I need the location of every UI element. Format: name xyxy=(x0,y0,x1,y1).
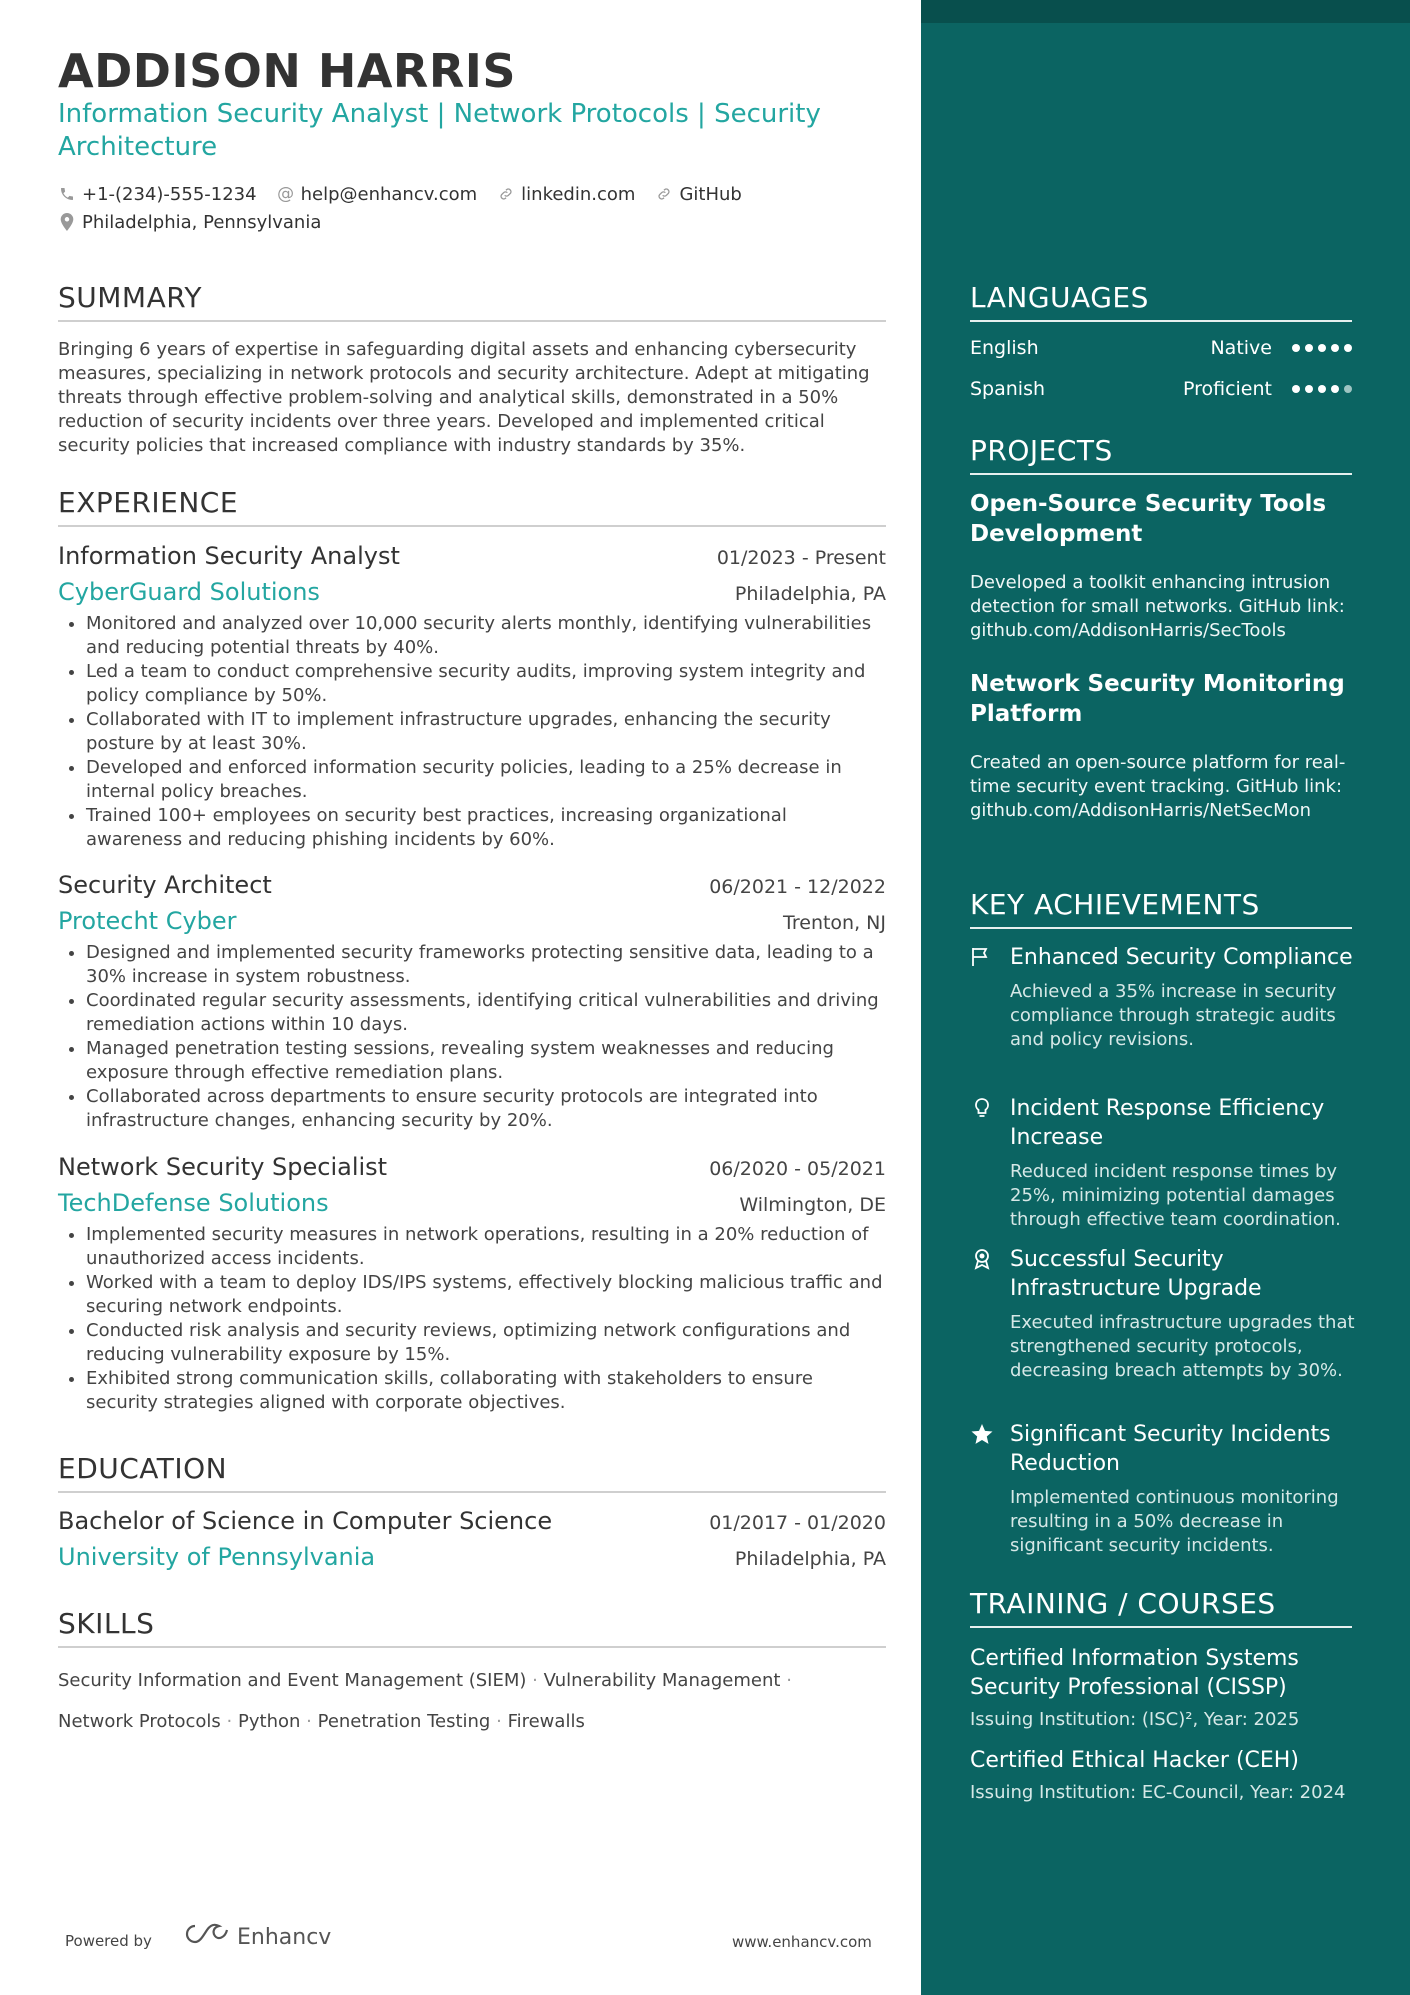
contact-phone[interactable] xyxy=(58,184,257,205)
at-icon: @ xyxy=(277,184,295,204)
project-description: Created an open-source platform for real-time security event tracking. GitHub link: github.com/AddisonHarris/NetSecMon xyxy=(970,752,1346,821)
proficiency-dot xyxy=(1318,344,1326,352)
achievement-entry xyxy=(970,1094,1360,1232)
bullet: • Worked with a team to deploy IDS/IPS systems, effectively blocking malicious traffic and securing network endpoints. xyxy=(86,1271,886,1319)
proficiency-dot xyxy=(1318,385,1326,393)
achievement-title: Enhanced Security Compliance xyxy=(1010,945,1353,970)
course-entry xyxy=(970,1644,1360,1732)
email-text: help@enhancv.com xyxy=(300,183,478,205)
contact-linkedin[interactable] xyxy=(497,184,635,205)
enhancv-logo[interactable] xyxy=(183,1922,331,1952)
sidebar xyxy=(921,0,1410,1995)
footer-url[interactable]: www.enhancv.com xyxy=(732,1933,872,1951)
proficiency-dot xyxy=(1344,385,1352,393)
powered-by-label: Powered by xyxy=(65,1932,152,1950)
language-level: Proficient xyxy=(1182,378,1272,400)
job-bullets xyxy=(58,612,886,852)
job-title: Security Architect xyxy=(58,871,272,899)
bullet: • Collaborated with IT to implement infrastructure upgrades, enhancing the security posture by at least 30%. xyxy=(86,708,886,756)
job-location: Wilmington, DE xyxy=(739,1194,886,1216)
project-description: Developed a toolkit enhancing intrusion detection for small networks. GitHub link: github.com/AddisonHarris/SecTools xyxy=(970,572,1345,641)
achievement-description: Achieved a 35% increase in security compliance through strategic audits and policy revisions. xyxy=(1010,981,1337,1050)
proficiency-dots xyxy=(1292,385,1352,393)
job-title: Network Security Specialist xyxy=(58,1153,388,1181)
skill-separator: · xyxy=(306,1711,312,1732)
skill-separator: · xyxy=(786,1670,792,1691)
course-title: Certified Ethical Hacker (CEH) xyxy=(970,1748,1299,1773)
phone-text: +1-(234)-555-1234 xyxy=(82,183,257,205)
skill-item: Firewalls xyxy=(507,1711,585,1732)
achievements-heading: KEY ACHIEVEMENTS xyxy=(970,888,1352,929)
proficiency-dot xyxy=(1305,344,1313,352)
job-location: Philadelphia, PA xyxy=(734,583,886,605)
experience-heading: EXPERIENCE xyxy=(58,486,886,527)
skill-item: Python xyxy=(238,1711,301,1732)
job-dates: 01/2023 - Present xyxy=(716,547,886,569)
github-text: GitHub xyxy=(679,183,742,205)
bullet: • Exhibited strong communication skills, collaborating with stakeholders to ensure security strategies aligned with corporate objectives. xyxy=(86,1367,886,1415)
job-entry xyxy=(58,1153,886,1415)
skill-item: Vulnerability Management xyxy=(543,1670,781,1691)
bullet: • Monitored and analyzed over 10,000 security alerts monthly, identifying vulnerabilities and reducing potential threats by 40%. xyxy=(86,612,886,660)
proficiency-dot xyxy=(1292,385,1300,393)
job-bullets xyxy=(58,1223,886,1415)
candidate-name: ADDISON HARRIS xyxy=(58,44,517,98)
skill-separator: · xyxy=(226,1711,233,1732)
headline: Information Security Analyst | Network Protocols | Security Architecture xyxy=(58,99,821,162)
summary-text: Bringing 6 years of expertise in safeguarding digital assets and enhancing cybersecurity measures, specializing in network protocols and security architecture. Adept at mitigating threats through effective problem-solving and analytical skills, demonstrated in a 50% reduction of security incidents over three years. Developed and implemented critical security policies that increased compliance with industry standards by 35%. xyxy=(58,339,870,456)
proficiency-dot xyxy=(1292,344,1300,352)
training-heading: TRAINING / COURSES xyxy=(970,1587,1352,1628)
location-pin-icon xyxy=(58,213,76,231)
course-entry xyxy=(970,1746,1360,1805)
language-row xyxy=(970,378,1352,400)
project-title: Network Security Monitoring Platform xyxy=(970,671,1345,727)
achievement-description: Executed infrastructure upgrades that strengthened security protocols, decreasing breach attempts by 30%. xyxy=(1010,1312,1355,1381)
achievement-title: Incident Response Efficiency Increase xyxy=(1010,1096,1325,1150)
contact-info xyxy=(58,180,878,236)
proficiency-dot xyxy=(1305,385,1313,393)
bullet: • Collaborated across departments to ensure security protocols are integrated into infrastructure changes, enhancing security by 20%. xyxy=(86,1085,886,1133)
degree: Bachelor of Science in Computer Science xyxy=(58,1507,553,1535)
sidebar-top-band xyxy=(921,0,1410,23)
link-icon xyxy=(655,185,673,203)
proficiency-dot xyxy=(1331,385,1339,393)
language-level: Native xyxy=(1210,337,1272,359)
project-entry xyxy=(970,669,1355,823)
project-entry xyxy=(970,489,1355,643)
job-bullets xyxy=(58,941,886,1133)
contact-location xyxy=(58,212,321,233)
skill-separator: · xyxy=(496,1711,502,1732)
bullet: • Conducted risk analysis and security reviews, optimizing network configurations and reducing vulnerability exposure by 15%. xyxy=(86,1319,886,1367)
course-details: Issuing Institution: EC-Council, Year: 2024 xyxy=(970,1782,1346,1803)
achievement-title: Significant Security Incidents Reduction xyxy=(1010,1422,1331,1476)
contact-github[interactable] xyxy=(655,184,741,205)
languages-heading: LANGUAGES xyxy=(970,281,1352,322)
phone-icon xyxy=(58,185,76,203)
skill-item: Security Information and Event Management (SIEM) xyxy=(58,1670,527,1691)
achievement-entry xyxy=(970,1245,1360,1383)
enhancv-logo-icon xyxy=(183,1922,231,1952)
job-location: Trenton, NJ xyxy=(783,912,886,934)
skill-separator: · xyxy=(532,1670,538,1691)
achievement-description: Reduced incident response times by 25%, minimizing potential damages through effective team coordination. xyxy=(1010,1161,1341,1230)
contact-email[interactable] xyxy=(277,184,478,205)
summary-heading: SUMMARY xyxy=(58,281,886,322)
job-entry xyxy=(58,871,886,1133)
job-entry xyxy=(58,542,886,852)
star-icon xyxy=(970,1422,994,1446)
bullet: • Trained 100+ employees on security best practices, increasing organizational awareness and reducing phishing incidents by 60%. xyxy=(86,804,886,852)
job-title: Information Security Analyst xyxy=(58,542,400,570)
skills-list xyxy=(58,1660,886,1742)
flag-icon xyxy=(970,945,994,969)
skill-item: Penetration Testing xyxy=(317,1711,491,1732)
skills-heading: SKILLS xyxy=(58,1607,886,1648)
language-name: English xyxy=(970,337,1039,359)
job-dates: 06/2021 - 12/2022 xyxy=(709,876,886,898)
course-title: Certified Information Systems Security Professional (CISSP) xyxy=(970,1646,1299,1700)
education-entry xyxy=(58,1507,886,1571)
company-name: CyberGuard Solutions xyxy=(58,578,320,606)
bullet: • Managed penetration testing sessions, revealing system weaknesses and reducing exposure through effective remediation plans. xyxy=(86,1037,886,1085)
bullet: • Developed and enforced information security policies, leading to a 25% decrease in internal policy breaches. xyxy=(86,756,886,804)
job-dates: 06/2020 - 05/2021 xyxy=(709,1158,886,1180)
proficiency-dot xyxy=(1344,344,1352,352)
proficiency-dot xyxy=(1331,344,1339,352)
language-name: Spanish xyxy=(970,378,1046,400)
projects-heading: PROJECTS xyxy=(970,434,1352,475)
language-row xyxy=(970,337,1352,359)
education-dates: 01/2017 - 01/2020 xyxy=(709,1512,886,1534)
skill-item: Network Protocols xyxy=(58,1711,221,1732)
bullet: • Led a team to conduct comprehensive security audits, improving system integrity and policy compliance by 50%. xyxy=(86,660,886,708)
linkedin-text: linkedin.com xyxy=(521,183,636,205)
education-heading: EDUCATION xyxy=(58,1452,886,1493)
project-title: Open-Source Security Tools Development xyxy=(970,491,1327,547)
enhancv-brand: Enhancv xyxy=(237,1924,332,1950)
bullet: • Implemented security measures in network operations, resulting in a 20% reduction of unauthorized access incidents. xyxy=(86,1223,886,1271)
school-location: Philadelphia, PA xyxy=(734,1548,886,1570)
link-icon xyxy=(497,185,515,203)
proficiency-dots xyxy=(1292,344,1352,352)
award-icon xyxy=(970,1247,994,1271)
company-name: TechDefense Solutions xyxy=(58,1189,329,1217)
achievement-entry xyxy=(970,1420,1360,1558)
bullet: • Designed and implemented security frameworks protecting sensitive data, leading to a 30% increase in system robustness. xyxy=(86,941,886,989)
course-details: Issuing Institution: (ISC)², Year: 2025 xyxy=(970,1709,1300,1730)
bullet: • Coordinated regular security assessments, identifying critical vulnerabilities and driving remediation actions within 10 days. xyxy=(86,989,886,1037)
achievement-description: Implemented continuous monitoring resulting in a 50% decrease in significant security incidents. xyxy=(1010,1487,1339,1556)
achievement-title: Successful Security Infrastructure Upgrade xyxy=(1010,1247,1262,1301)
achievement-entry xyxy=(970,943,1360,1052)
location-text: Philadelphia, Pennsylvania xyxy=(82,211,322,233)
school-name: University of Pennsylvania xyxy=(58,1543,376,1571)
lightbulb-icon xyxy=(970,1096,994,1120)
company-name: Protecht Cyber xyxy=(58,907,237,935)
